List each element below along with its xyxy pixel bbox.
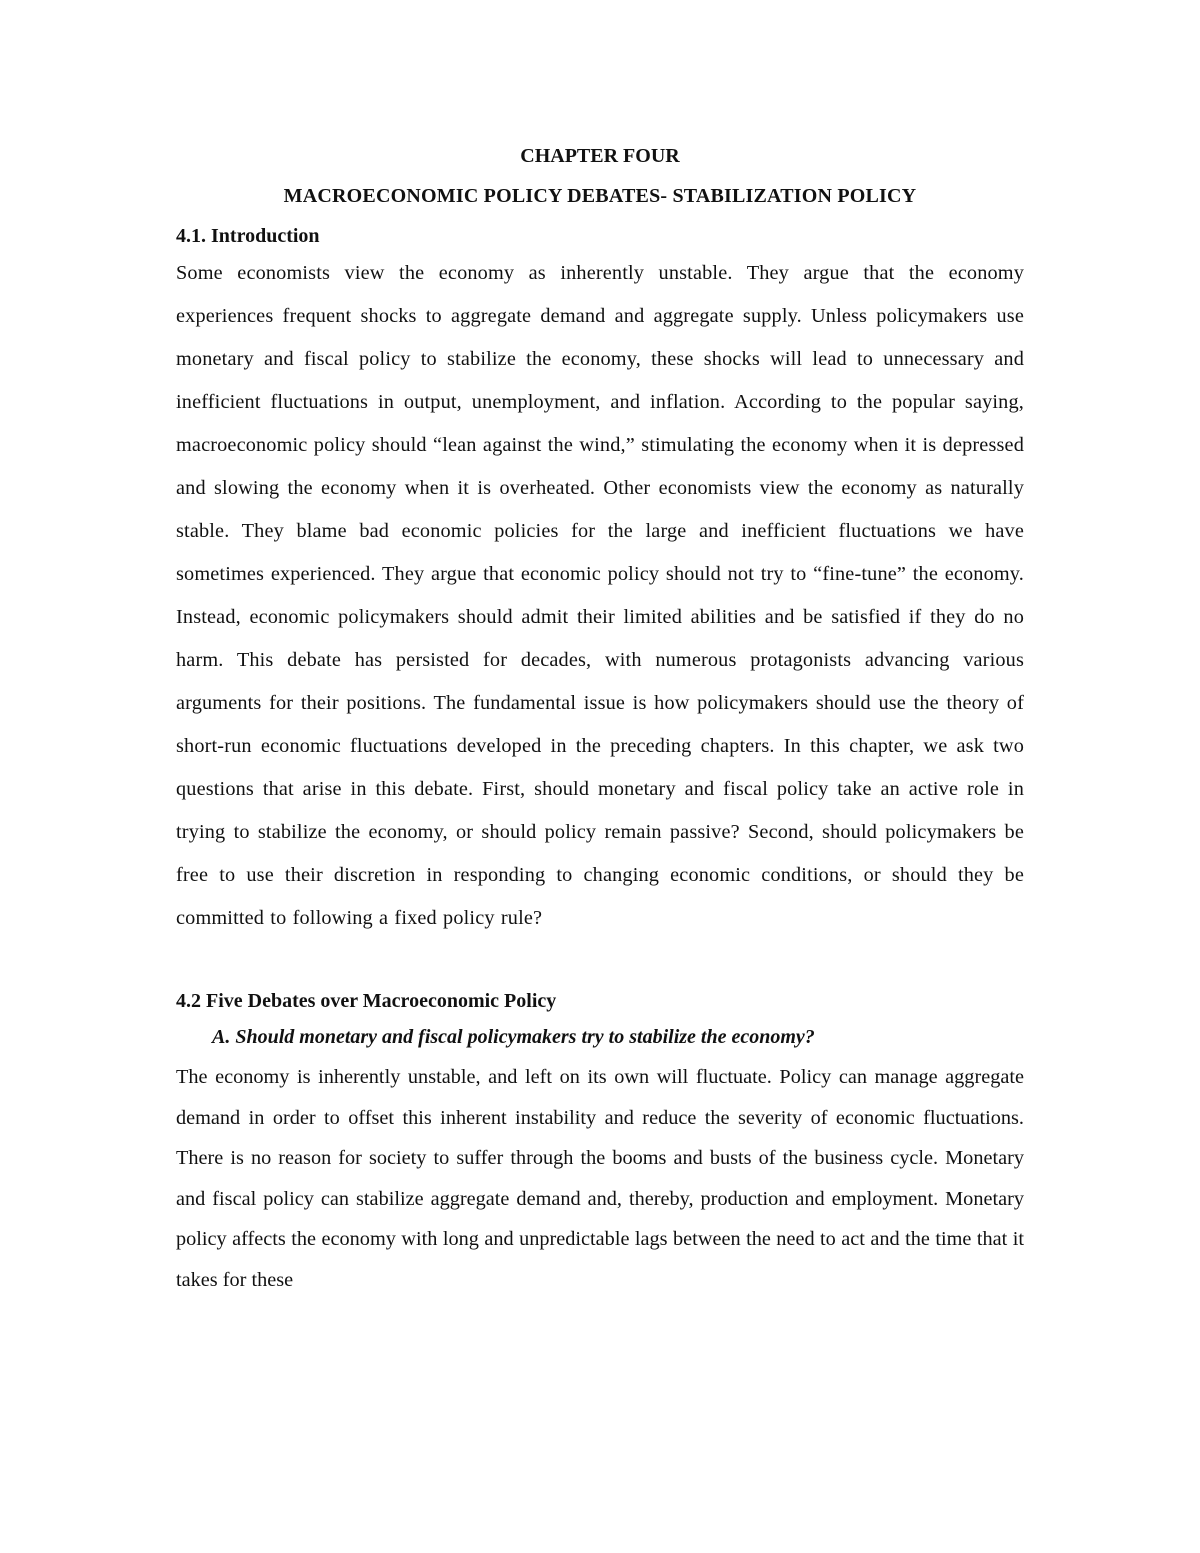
chapter-title: CHAPTER FOUR bbox=[520, 145, 680, 167]
subsection-heading-a: A. Should monetary and fiscal policymakers try to stabilize the economy? bbox=[212, 1026, 815, 1048]
chapter-subtitle: MACROECONOMIC POLICY DEBATES- STABILIZATION POLICY bbox=[283, 185, 917, 207]
section-heading-five-debates: 4.2 Five Debates over Macroeconomic Policy bbox=[176, 990, 557, 1012]
subsection-a-paragraph: The economy is inherently unstable, and left on its own will fluctuate. Policy can manage aggregate demand in order to offset this inherent instability and reduce the severity of economic fluctuations. There is no reason for society to suffer through the booms and busts of the business cycle. Monetary and fiscal policy can stabilize aggregate demand and, thereby, production and employment. Monetary policy affects the economy with long and unpredictable lags between the need to act and the time that it takes for these bbox=[176, 1066, 1024, 1291]
section-heading-introduction: 4.1. Introduction bbox=[176, 225, 320, 247]
document-page bbox=[176, 140, 1024, 1300]
section-spacer bbox=[176, 940, 1024, 985]
introduction-paragraph: Some economists view the economy as inherently unstable. They argue that the economy experiences frequent shocks to aggregate demand and aggregate supply. Unless policymakers use monetary and fiscal policy to stabilize the economy, these shocks will lead to unnecessary and inefficient fluctuations in output, unemployment, and inflation. According to the popular saying, macroeconomic policy should “lean against the wind,” stimulating the economy when it is depressed and slowing the economy when it is overheated. Other economists view the economy as naturally stable. They blame bad economic policies for the large and inefficient fluctuations we have sometimes experienced. They argue that economic policy should not try to “fine-tune” the economy. Instead, economic policymakers should admit their limited abilities and be satisfied if they do no harm. This debate has persisted for decades, with numerous protagonists advancing various arguments for their positions. The fundamental issue is how policymakers should use the theory of short-run economic fluctuations developed in the preceding chapters. In this chapter, we ask two questions that arise in this debate. First, should monetary and fiscal policy take an active role in trying to stabilize the economy, or should policy remain passive? Second, should policymakers be free to use their discretion in responding to changing economic conditions, or should they be committed to following a fixed policy rule? bbox=[176, 262, 1024, 929]
